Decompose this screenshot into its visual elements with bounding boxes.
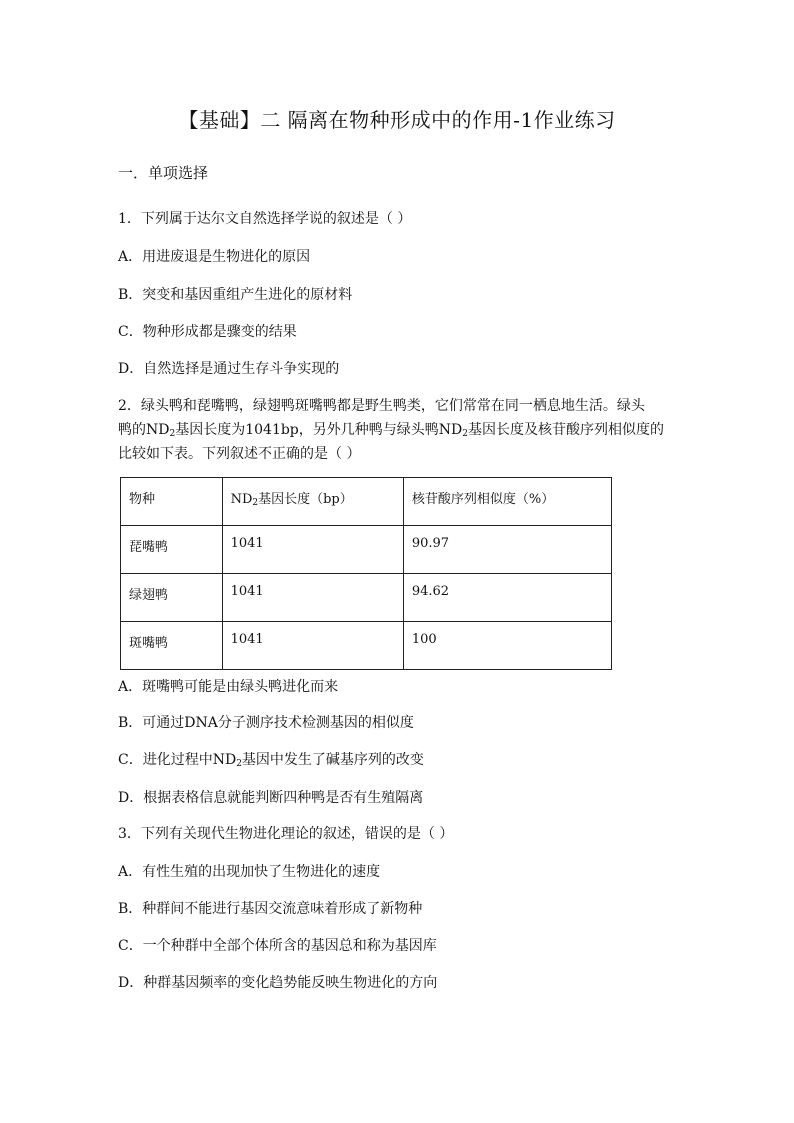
section-heading: 一．单项选择 (118, 164, 209, 182)
table-row (121, 574, 612, 622)
table-cell: 100 (403, 622, 611, 670)
table-header-cell: 物种 (121, 478, 223, 526)
question-1-option-c: C．物种形成都是骤变的结果 (118, 324, 297, 340)
question-3-option-a: A．有性生殖的出现加快了生物进化的速度 (118, 864, 381, 880)
question-2-option-c: C．进化过程中$ND_2$基因中发生了碱基序列的改变 (118, 752, 424, 769)
question-1-option-b: B．突变和基因重组产生进化的原材料 (118, 287, 353, 303)
question-2-option-a: A．斑嘴鸭可能是由绿头鸭进化而来 (118, 679, 339, 695)
question-2-stem-line2: 鸭的$ND_2$基因长度为1041bp，另外几种鸭与绿头鸭$ND_2$基因长度及核苷酸序列相似度的 (118, 422, 664, 439)
table-cell: 1041 (222, 526, 403, 574)
table-cell: 90.97 (403, 526, 611, 574)
question-1-option-a: A．用进废退是生物进化的原因 (118, 249, 311, 265)
table-cell: 琵嘴鸭 (121, 526, 223, 574)
table-cell: 1041 (222, 622, 403, 670)
question-2-option-b: B．可通过DNA分子测序技术检测基因的相似度 (118, 715, 414, 731)
question-3-option-b: B．种群间不能进行基因交流意味着形成了新物种 (118, 901, 423, 917)
question-2-stem-line1: 2．绿头鸭和琵嘴鸭，绿翅鸭斑嘴鸭都是野生鸭类，它们常常在同一栖息地生活。绿头 (118, 398, 645, 414)
table-header-cell: 核苷酸序列相似度（%） (403, 478, 611, 526)
question-1-stem: 1．下列属于达尔文自然选择学说的叙述是（ ） (118, 211, 412, 227)
comparison-table (120, 477, 612, 670)
page-title: 【基础】二 隔离在物种形成中的作用-1作业练习 (178, 108, 616, 132)
table-cell: 1041 (222, 574, 403, 622)
table-cell: 94.62 (403, 574, 611, 622)
question-3-option-c: C．一个种群中全部个体所含的基因总和称为基因库 (118, 938, 437, 954)
table-cell: 斑嘴鸭 (121, 622, 223, 670)
table-row (121, 622, 612, 670)
table-row (121, 526, 612, 574)
question-2-stem-line3: 比较如下表。下列叙述不正确的是（ ） (118, 446, 361, 462)
question-3-stem: 3．下列有关现代生物进化理论的叙述，错误的是（ ） (118, 826, 454, 842)
table-header-row (121, 478, 612, 526)
question-3-option-d: D．种群基因频率的变化趋势能反映生物进化的方向 (118, 975, 438, 991)
table-header-cell: $ND_2$基因长度（bp） (222, 478, 403, 526)
question-2-option-d: D．根据表格信息就能判断四种鸭是否有生殖隔离 (118, 790, 424, 806)
table-cell: 绿翅鸭 (121, 574, 223, 622)
question-1-option-d: D．自然选择是通过生存斗争实现的 (118, 361, 340, 377)
